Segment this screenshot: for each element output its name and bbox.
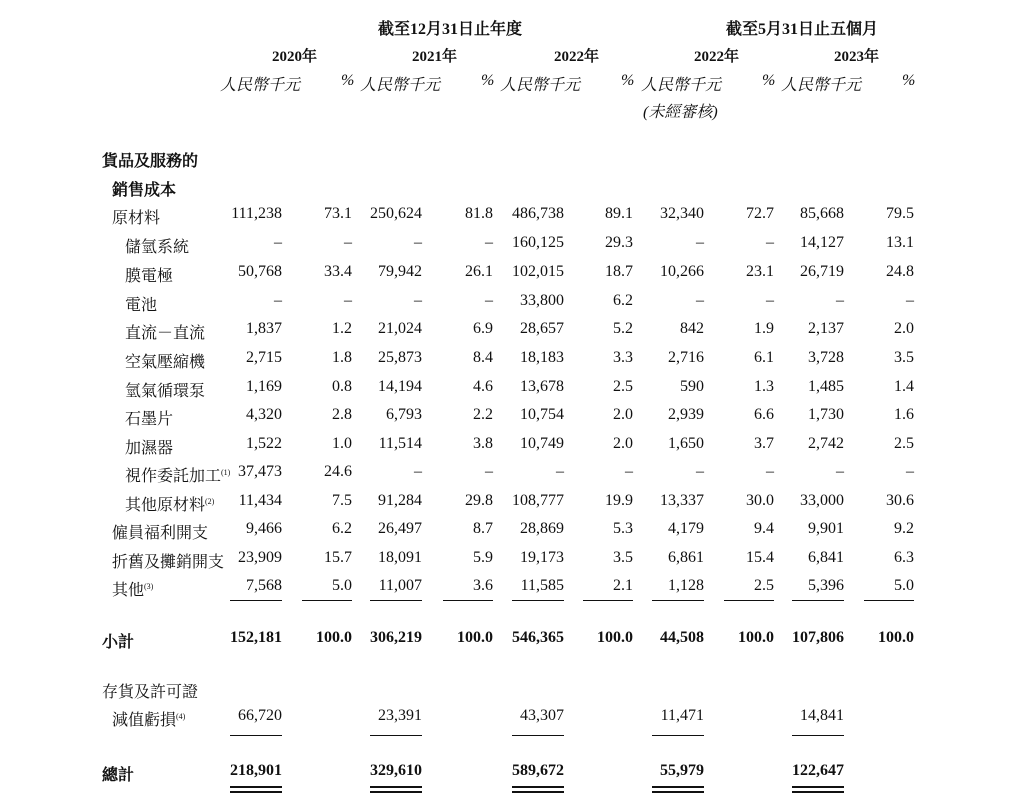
cell-percent: 5.3 — [613, 520, 633, 537]
cell-amount: – — [414, 234, 422, 251]
row-label-text: 視作委託加工 — [125, 468, 222, 485]
row-label-text: 其他 — [112, 582, 145, 599]
cell-amount: – — [556, 463, 564, 480]
section-title-line1: 貨品及服務的 — [102, 153, 199, 170]
cell-percent: 3.3 — [613, 349, 633, 366]
cell-percent: 8.7 — [473, 520, 493, 537]
total-amount: 122,647 — [792, 762, 844, 779]
impairment-label-line1: 存貨及許可證 — [102, 684, 199, 701]
cell-percent: 15.4 — [746, 549, 774, 566]
subtotal-amount: 107,806 — [792, 629, 844, 646]
cell-amount: 18,183 — [520, 349, 564, 366]
subtotal-percent: 100.0 — [878, 629, 914, 646]
cell-percent: 1.2 — [332, 320, 352, 337]
year-2022-fy: 2022年 — [554, 49, 600, 65]
cell-amount: 14,194 — [378, 378, 422, 395]
cell-amount: 18,091 — [378, 549, 422, 566]
cell-percent: 6.2 — [613, 292, 633, 309]
cell-amount: 9,466 — [246, 520, 282, 537]
cell-amount: – — [836, 292, 844, 309]
pct-label: % — [902, 72, 916, 89]
cell-amount: 5,396 — [808, 577, 844, 594]
row-label-text: 氫氣循環泵 — [125, 383, 206, 400]
cell-percent: 1.9 — [754, 320, 774, 337]
cell-amount: 111,238 — [231, 205, 282, 222]
cell-amount: – — [274, 234, 282, 251]
cell-amount: 37,473 — [238, 463, 282, 480]
cell-amount: 160,125 — [512, 234, 564, 251]
cell-amount: 28,869 — [520, 520, 564, 537]
subtotal-rule — [724, 600, 774, 601]
cell-percent: 73.1 — [324, 205, 352, 222]
cell-percent: 33.4 — [324, 263, 352, 280]
cell-amount: 7,568 — [246, 577, 282, 594]
cell-percent: 89.1 — [605, 205, 633, 222]
cell-percent: 2.1 — [613, 577, 633, 594]
cell-amount: 1,169 — [246, 378, 282, 395]
cell-percent: 2.0 — [613, 435, 633, 452]
cell-amount: 19,173 — [520, 549, 564, 566]
impairment-note: (4) — [176, 712, 186, 721]
cell-amount: 21,024 — [378, 320, 422, 337]
cell-percent: – — [906, 292, 914, 309]
cell-percent: 24.8 — [886, 263, 914, 280]
cell-percent: 30.0 — [746, 492, 774, 509]
unit-label: 人民幣千元 — [781, 77, 862, 94]
cell-percent: 9.4 — [754, 520, 774, 537]
row-label — [125, 406, 173, 429]
cell-amount: 13,337 — [660, 492, 704, 509]
row-label-text: 石墨片 — [125, 411, 174, 428]
section-title-line2: 銷售成本 — [112, 182, 177, 199]
cell-amount: 9,901 — [808, 520, 844, 537]
subtotal-rule — [370, 600, 422, 601]
unit-label: 人民幣千元 — [500, 77, 581, 94]
cell-percent: – — [906, 463, 914, 480]
unit-label: 人民幣千元 — [220, 77, 301, 94]
cell-amount: 1,522 — [246, 435, 282, 452]
cell-amount: 26,497 — [378, 520, 422, 537]
cell-amount: 14,127 — [800, 234, 844, 251]
unit-label: 人民幣千元 — [641, 77, 722, 94]
cell-amount: 1,837 — [246, 320, 282, 337]
cell-percent: – — [485, 234, 493, 251]
cell-amount: – — [696, 292, 704, 309]
subtotal-rule — [652, 600, 704, 601]
pct-label: % — [481, 72, 495, 89]
impairment-rule — [512, 735, 564, 736]
cell-percent: 18.7 — [605, 263, 633, 280]
cell-percent: 30.6 — [886, 492, 914, 509]
row-label — [125, 435, 173, 458]
cell-percent: 2.5 — [613, 378, 633, 395]
cell-percent: – — [766, 292, 774, 309]
cell-percent: 6.9 — [473, 320, 493, 337]
cell-amount: 50,768 — [238, 263, 282, 280]
impairment-label-line2 — [112, 707, 185, 730]
cell-amount: 2,939 — [668, 406, 704, 423]
subtotal-rule — [443, 600, 493, 601]
cell-amount: – — [696, 234, 704, 251]
row-label-text: 空氣壓縮機 — [125, 354, 206, 371]
impairment-label-text: 減值虧損 — [112, 712, 177, 729]
row-note: (3) — [144, 582, 154, 591]
cell-percent: 3.6 — [473, 577, 493, 594]
impairment-amount: 43,307 — [520, 707, 564, 724]
fy-title: 截至12月31日止年度 — [378, 21, 523, 38]
subtotal-percent: 100.0 — [316, 629, 352, 646]
cell-percent: 2.2 — [473, 406, 493, 423]
row-label-text: 其他原材料 — [125, 497, 206, 514]
cell-amount: 486,738 — [512, 205, 564, 222]
row-label-text: 原材料 — [112, 210, 161, 227]
cell-amount: 11,514 — [378, 435, 422, 452]
cell-percent: 5.0 — [894, 577, 914, 594]
total-double-rule — [792, 786, 844, 793]
cell-amount: – — [274, 292, 282, 309]
cell-percent: 5.9 — [473, 549, 493, 566]
cell-percent: 2.0 — [613, 406, 633, 423]
cell-amount: 250,624 — [370, 205, 422, 222]
cell-amount: 1,485 — [808, 378, 844, 395]
cell-amount: 1,650 — [668, 435, 704, 452]
cell-amount: 32,340 — [660, 205, 704, 222]
cell-percent: 9.2 — [894, 520, 914, 537]
cell-percent: 29.8 — [465, 492, 493, 509]
cell-amount: – — [836, 463, 844, 480]
cell-percent: – — [485, 463, 493, 480]
subtotal-rule — [512, 600, 564, 601]
subtotal-rule — [302, 600, 352, 601]
period-title: 截至5月31日止五個月 — [726, 21, 879, 38]
cell-amount: 6,841 — [808, 549, 844, 566]
row-note: (2) — [205, 497, 215, 506]
impairment-rule — [652, 735, 704, 736]
cell-amount: 102,015 — [512, 263, 564, 280]
total-double-rule — [652, 786, 704, 793]
subtotal-amount: 306,219 — [370, 629, 422, 646]
cell-amount: 2,715 — [246, 349, 282, 366]
cell-amount: 28,657 — [520, 320, 564, 337]
cell-amount: 33,000 — [800, 492, 844, 509]
cell-percent: 13.1 — [886, 234, 914, 251]
cell-percent: 3.7 — [754, 435, 774, 452]
cell-amount: 1,128 — [668, 577, 704, 594]
cell-amount: 33,800 — [520, 292, 564, 309]
cell-percent: – — [344, 234, 352, 251]
cell-amount: 6,861 — [668, 549, 704, 566]
cell-amount: 4,179 — [668, 520, 704, 537]
cell-percent: 19.9 — [605, 492, 633, 509]
total-double-rule — [512, 786, 564, 793]
cell-amount: 10,754 — [520, 406, 564, 423]
pct-label: % — [762, 72, 776, 89]
total-double-rule — [230, 786, 282, 793]
cell-percent: 3.5 — [894, 349, 914, 366]
cell-amount: 13,678 — [520, 378, 564, 395]
cell-amount: 842 — [680, 320, 704, 337]
cell-percent: – — [344, 292, 352, 309]
cell-percent: 2.8 — [332, 406, 352, 423]
total-amount: 589,672 — [512, 762, 564, 779]
subtotal-rule — [583, 600, 633, 601]
impairment-rule — [230, 735, 282, 736]
cell-percent: – — [766, 463, 774, 480]
cell-percent: 1.6 — [894, 406, 914, 423]
cell-amount: 10,266 — [660, 263, 704, 280]
unaudited-label: (未經審核) — [643, 104, 718, 121]
cell-percent: 3.5 — [613, 549, 633, 566]
row-label-text: 折舊及攤銷開支 — [112, 554, 225, 571]
cell-amount: 590 — [680, 378, 704, 395]
cell-amount: 2,742 — [808, 435, 844, 452]
year-2021: 2021年 — [412, 49, 458, 65]
cell-percent: – — [485, 292, 493, 309]
cell-amount: 85,668 — [800, 205, 844, 222]
subtotal-rule — [230, 600, 282, 601]
cell-percent: 3.8 — [473, 435, 493, 452]
cell-percent: – — [625, 463, 633, 480]
subtotal-percent: 100.0 — [597, 629, 633, 646]
cell-percent: 1.4 — [894, 378, 914, 395]
row-label-text: 僱員福利開支 — [112, 525, 209, 542]
row-label — [125, 263, 173, 286]
row-label-text: 加濕器 — [125, 440, 174, 457]
impairment-amount: 66,720 — [238, 707, 282, 724]
cell-percent: 8.4 — [473, 349, 493, 366]
total-double-rule — [370, 786, 422, 793]
year-2023-period: 2023年 — [834, 49, 880, 65]
row-label — [112, 205, 160, 228]
cell-amount: 6,793 — [386, 406, 422, 423]
cell-percent: 6.1 — [754, 349, 774, 366]
row-label — [125, 292, 157, 315]
cell-percent: 6.2 — [332, 520, 352, 537]
cell-percent: 2.5 — [894, 435, 914, 452]
total-label: 總計 — [102, 767, 135, 784]
pct-label: % — [341, 72, 355, 89]
row-label-text: 儲氫系統 — [125, 239, 190, 256]
cell-amount: 108,777 — [512, 492, 564, 509]
cell-amount: – — [414, 292, 422, 309]
total-amount: 329,610 — [370, 762, 422, 779]
cell-percent: 4.6 — [473, 378, 493, 395]
subtotal-amount: 546,365 — [512, 629, 564, 646]
cell-percent: 5.2 — [613, 320, 633, 337]
cell-amount: 1,730 — [808, 406, 844, 423]
cell-amount: 2,716 — [668, 349, 704, 366]
cell-percent: 2.5 — [754, 577, 774, 594]
unit-label: 人民幣千元 — [360, 77, 441, 94]
cell-amount: 10,749 — [520, 435, 564, 452]
cell-percent: 72.7 — [746, 205, 774, 222]
year-2022-period: 2022年 — [694, 49, 740, 65]
impairment-amount: 23,391 — [378, 707, 422, 724]
subtotal-label: 小計 — [102, 634, 135, 651]
cell-percent: 1.8 — [332, 349, 352, 366]
cell-percent: 7.5 — [332, 492, 352, 509]
cell-amount: 23,909 — [238, 549, 282, 566]
cell-percent: 1.3 — [754, 378, 774, 395]
cell-percent: 1.0 — [332, 435, 352, 452]
cell-percent: 15.7 — [324, 549, 352, 566]
row-label — [125, 234, 189, 257]
row-label-text: 膜電極 — [125, 268, 174, 285]
total-amount: 218,901 — [230, 762, 282, 779]
row-label — [112, 577, 153, 600]
cell-percent: 29.3 — [605, 234, 633, 251]
cell-amount: 26,719 — [800, 263, 844, 280]
cell-amount: 25,873 — [378, 349, 422, 366]
cell-amount: 2,137 — [808, 320, 844, 337]
cell-amount: 91,284 — [378, 492, 422, 509]
cell-amount: – — [696, 463, 704, 480]
impairment-amount: 14,841 — [800, 707, 844, 724]
cell-amount: 3,728 — [808, 349, 844, 366]
cell-amount: – — [414, 463, 422, 480]
cell-percent: 81.8 — [465, 205, 493, 222]
impairment-rule — [792, 735, 844, 736]
subtotal-rule — [864, 600, 914, 601]
cell-percent: 26.1 — [465, 263, 493, 280]
row-label-text: 直流－直流 — [125, 325, 206, 342]
impairment-amount: 11,471 — [660, 707, 704, 724]
cell-percent: 23.1 — [746, 263, 774, 280]
subtotal-rule — [792, 600, 844, 601]
cell-amount: 11,585 — [520, 577, 564, 594]
cell-percent: 0.8 — [332, 378, 352, 395]
cell-amount: 79,942 — [378, 263, 422, 280]
cell-amount: 4,320 — [246, 406, 282, 423]
subtotal-amount: 44,508 — [660, 629, 704, 646]
year-2020: 2020年 — [272, 49, 318, 65]
cell-percent: 79.5 — [886, 205, 914, 222]
pct-label: % — [621, 72, 635, 89]
row-label-text: 電池 — [125, 297, 158, 314]
row-note: (1) — [221, 468, 231, 477]
cell-percent: 6.3 — [894, 549, 914, 566]
cell-amount: 11,007 — [378, 577, 422, 594]
cell-percent: 2.0 — [894, 320, 914, 337]
cell-percent: 6.6 — [754, 406, 774, 423]
cell-percent: 24.6 — [324, 463, 352, 480]
subtotal-percent: 100.0 — [457, 629, 493, 646]
cell-amount: 11,434 — [238, 492, 282, 509]
cell-percent: 5.0 — [332, 577, 352, 594]
subtotal-percent: 100.0 — [738, 629, 774, 646]
impairment-rule — [370, 735, 422, 736]
subtotal-amount: 152,181 — [230, 629, 282, 646]
total-amount: 55,979 — [660, 762, 704, 779]
cell-percent: – — [766, 234, 774, 251]
